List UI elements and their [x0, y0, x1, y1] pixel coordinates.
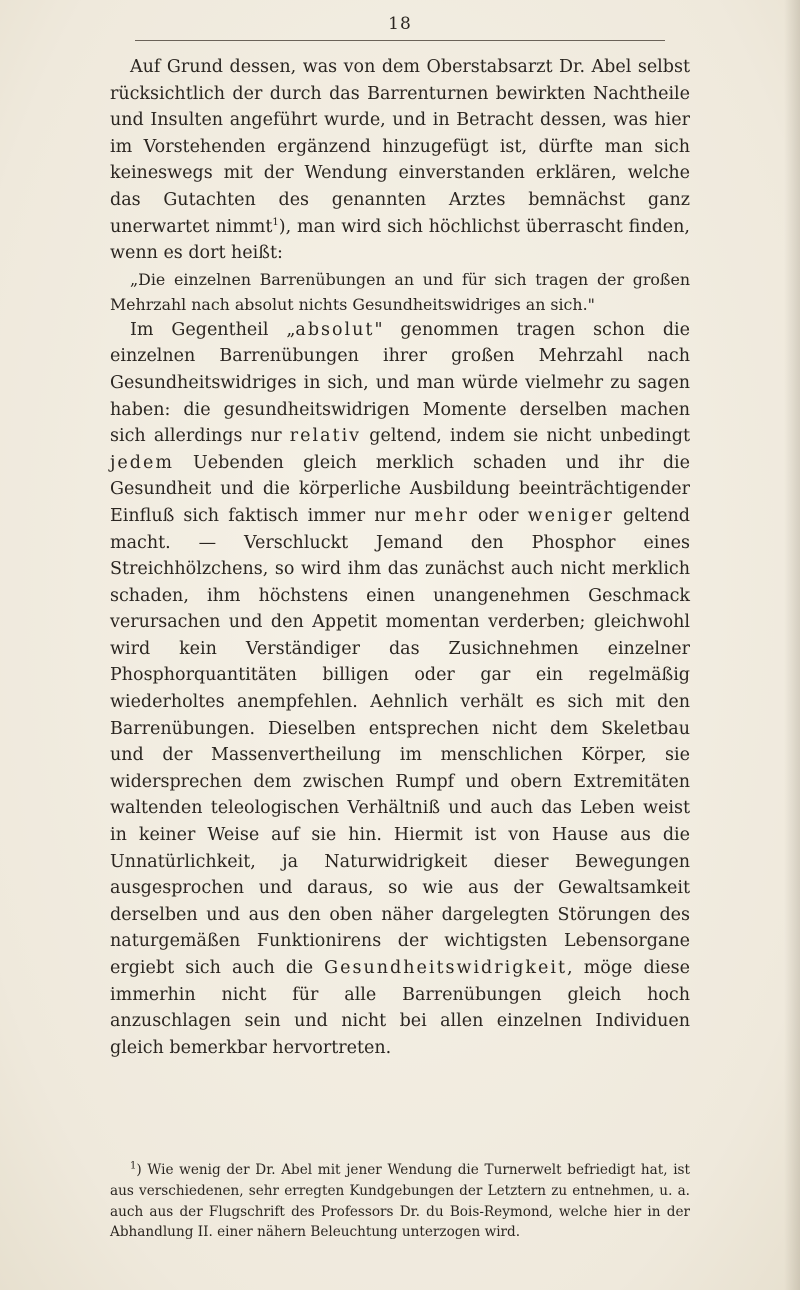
- footnote-marker: 1: [130, 1160, 137, 1172]
- paragraph-2-part-2: " genommen tragen schon die einzelnen Barrenübungen ihrer großen Mehrzahl nach Gesundheitswidriges in sich, und man würde vielmehr zu sagen haben: die gesundheitswidrigen Momente derselben machen sich allerdings nur: [110, 319, 690, 447]
- paragraph-2-part-5: oder: [468, 505, 528, 526]
- emphasis-absolut: absolut: [295, 319, 375, 340]
- emphasis-mehr: mehr: [414, 505, 469, 526]
- emphasis-gesundheitswidrigkeit: Gesundheitswidrigkeit: [324, 958, 568, 978]
- paragraph-1: [110, 54, 690, 267]
- page-edge-shadow: [784, 0, 800, 1290]
- paragraph-2-part-6: geltend macht. — Verschluckt Jemand den Phosphor eines Streichhölzchens, so wird ihm das zunächst auch nicht merklich schaden, ihm höchstens einen unangenehmen Geschmack verursachen und den Appetit momentan verderben; gleichwohl wird kein Verständiger das Zusichnehmen einzelner Phosphorquantitäten billigen oder gar ein regelmäßig wiederholtes anempfehlen. Aehnlich verhält es sich mit den Barrenübungen. Dieselben entsprechen nicht dem Skeletbau und der Massenvertheilung im menschlichen Körper, sie widersprechen dem zwischen Rumpf und obern Extremitäten waltenden teleologischen Verhältniß und auch das Leben weist in keiner Weise auf sie hin. Hiermit ist von Hause aus die Unnatürlichkeit, ja Naturwidrigkeit dieser Bewegungen ausgesprochen und daraus, so wie aus der Gewaltsamkeit derselben und aus den oben näher dargelegten Störungen des naturgemäßen Funktionirens der wichtigsten Lebensorgane ergiebt sich auch die: [110, 505, 690, 978]
- footnote-reference: 1: [272, 216, 279, 228]
- header-rule: [135, 40, 665, 41]
- paragraph-1-lead: Auf Grund dessen, was von dem Oberstabsarzt Dr. Abel selbst rücksichtlich der durch das Barrenturnen bewirkten Nachtheile und Insulten angeführt wurde, und in Betracht dessen, was hier im Vorstehenden ergänzend hinzugefügt ist, dürfte man sich keineswegs mit der Wendung einverstanden erklären, welche das Gutachten des genannten Arztes bemnächst ganz unerwartet nimmt: [110, 57, 690, 237]
- paragraph-2-part-1: Im Gegentheil „: [130, 319, 296, 340]
- main-text: [110, 54, 690, 1061]
- quotation: „Die einzelnen Barrenübungen an und für sich tragen der großen Mehrzahl nach absolut nichts Gesundheitswidriges an sich.": [110, 269, 690, 314]
- paragraph-2: [110, 317, 690, 1062]
- paragraph-1-tail: ), man wird sich höchlichst überrascht finden, wenn es dort heißt:: [110, 216, 690, 264]
- paragraph-2-part-4: Uebenden gleich merklich schaden und ihr die Gesundheit und die körperliche Ausbildung beeinträchtigender Einfluß sich faktisch immer nur: [110, 452, 690, 526]
- footnote-1: [110, 1160, 690, 1243]
- emphasis-weniger: weniger: [527, 505, 614, 526]
- paragraph-2-part-3: geltend, indem sie nicht unbedingt: [361, 426, 690, 447]
- emphasis-jedem: jedem: [110, 452, 174, 473]
- paragraph-2-part-7: , möge diese immerhin nicht für alle Barrenübungen gleich hoch anzuschlagen sein und nicht bei allen einzelnen Individuen gleich bemerkbar hervortreten.: [110, 958, 690, 1058]
- emphasis-relativ: relativ: [289, 426, 362, 447]
- footnotes: [110, 1160, 690, 1243]
- footnote-text: ) Wie wenig der Dr. Abel mit jener Wendung die Turnerwelt befriedigt hat, ist aus verschiedenen, sehr erregten Kundgebungen der Letztern zu entnehmen, u. a. auch aus der Flugschrift des Professors Dr. du Bois-Reymond, welche hier in der Abhandlung II. einer nähern Beleuchtung unterzogen wird.: [110, 1162, 690, 1241]
- page-number: 18: [388, 14, 412, 34]
